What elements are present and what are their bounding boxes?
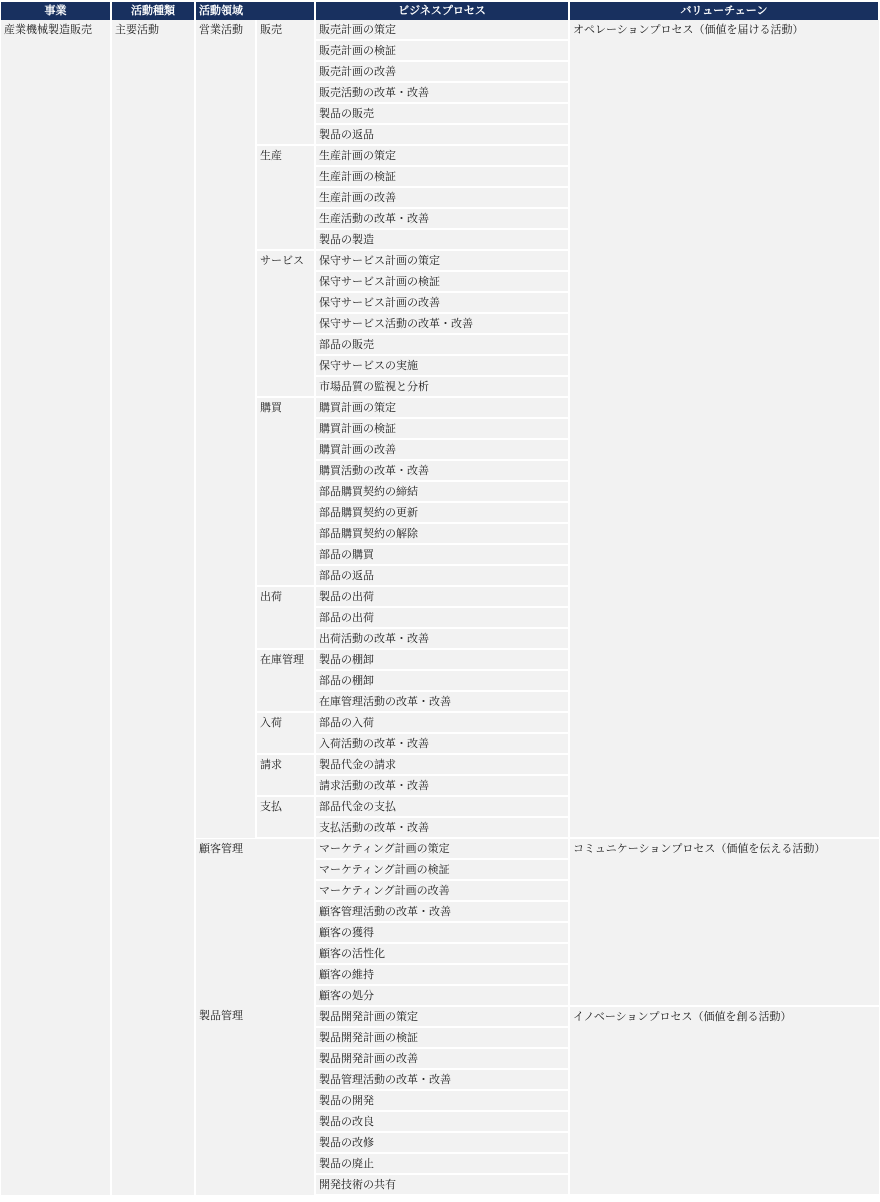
process-cell: 部品の販売: [315, 334, 569, 355]
header-activity-domain: 活動領域: [195, 2, 315, 20]
process-cell: 開発技術の共有: [315, 1174, 569, 1195]
process-cell: 部品代金の支払: [315, 796, 569, 817]
sub-domain-cell: 出荷: [256, 586, 315, 649]
header-activity-type: 活動種類: [111, 2, 195, 20]
process-cell: 購買活動の改革・改善: [315, 460, 569, 481]
value-chain-cell: イノベーションプロセス（価値を創る活動）: [569, 1006, 879, 1195]
process-cell: 保守サービス活動の改革・改善: [315, 313, 569, 334]
process-cell: 支払活動の改革・改善: [315, 817, 569, 838]
process-cell: 製品の改修: [315, 1132, 569, 1153]
process-cell: 部品の入荷: [315, 712, 569, 733]
sub-domain-cell: 販売: [256, 20, 315, 145]
process-cell: 出荷活動の改革・改善: [315, 628, 569, 649]
process-cell: 部品の購買: [315, 544, 569, 565]
sub-domain-cell: 購買: [256, 397, 315, 586]
process-cell: マーケティング計画の検証: [315, 859, 569, 880]
process-cell: 製品の棚卸: [315, 649, 569, 670]
header-business: 事業: [1, 2, 111, 20]
process-cell: 製品の販売: [315, 103, 569, 124]
process-cell: 部品購買契約の更新: [315, 502, 569, 523]
process-cell: 保守サービス計画の検証: [315, 271, 569, 292]
process-cell: 製品開発計画の策定: [315, 1006, 569, 1027]
table-row: [1, 20, 879, 40]
process-cell: 保守サービス計画の策定: [315, 250, 569, 271]
process-cell: 製品開発計画の検証: [315, 1027, 569, 1048]
process-cell: 顧客の活性化: [315, 943, 569, 964]
process-cell: 部品購買契約の締結: [315, 481, 569, 502]
process-cell: 生産計画の検証: [315, 166, 569, 187]
process-cell: 在庫管理活動の改革・改善: [315, 691, 569, 712]
process-cell: 顧客の獲得: [315, 922, 569, 943]
process-cell: 製品の製造: [315, 229, 569, 250]
process-cell: 販売活動の改革・改善: [315, 82, 569, 103]
process-cell: 購買計画の改善: [315, 439, 569, 460]
activity-domain-cell: 製品管理: [195, 1006, 315, 1195]
process-cell: 部品購買契約の解除: [315, 523, 569, 544]
process-cell: 製品の開発: [315, 1090, 569, 1111]
value-chain-cell: オペレーションプロセス（価値を届ける活動）: [569, 20, 879, 838]
process-cell: 市場品質の監視と分析: [315, 376, 569, 397]
process-cell: 製品開発計画の改善: [315, 1048, 569, 1069]
process-table: [1, 2, 880, 1196]
process-cell: 入荷活動の改革・改善: [315, 733, 569, 754]
process-cell: 販売計画の策定: [315, 20, 569, 40]
process-cell: 請求活動の改革・改善: [315, 775, 569, 796]
process-cell: マーケティング計画の改善: [315, 880, 569, 901]
process-cell: 購買計画の検証: [315, 418, 569, 439]
header-value-chain: バリューチェーン: [569, 2, 879, 20]
sub-domain-cell: 生産: [256, 145, 315, 250]
process-cell: 生産計画の改善: [315, 187, 569, 208]
sub-domain-cell: 入荷: [256, 712, 315, 754]
process-cell: 顧客の処分: [315, 985, 569, 1006]
process-cell: 顧客の維持: [315, 964, 569, 985]
process-cell: 販売計画の改善: [315, 61, 569, 82]
process-cell: 部品の棚卸: [315, 670, 569, 691]
process-cell: 製品の出荷: [315, 586, 569, 607]
header-business-process: ビジネスプロセス: [315, 2, 569, 20]
process-cell: マーケティング計画の策定: [315, 838, 569, 859]
process-cell: 製品代金の請求: [315, 754, 569, 775]
sub-domain-cell: 請求: [256, 754, 315, 796]
process-cell: 部品の出荷: [315, 607, 569, 628]
process-cell: 顧客管理活動の改革・改善: [315, 901, 569, 922]
process-cell: 生産計画の策定: [315, 145, 569, 166]
process-cell: 保守サービスの実施: [315, 355, 569, 376]
process-cell: 製品の改良: [315, 1111, 569, 1132]
activity-domain-cell: 顧客管理: [195, 838, 315, 1006]
business-cell: 産業機械製造販売: [1, 20, 111, 1195]
process-cell: 生産活動の改革・改善: [315, 208, 569, 229]
process-cell: 製品の廃止: [315, 1153, 569, 1174]
process-cell: 部品の返品: [315, 565, 569, 586]
process-cell: 保守サービス計画の改善: [315, 292, 569, 313]
sub-domain-cell: サービス: [256, 250, 315, 397]
activity-domain-cell: 営業活動: [195, 20, 256, 838]
sub-domain-cell: 支払: [256, 796, 315, 838]
process-cell: 製品管理活動の改革・改善: [315, 1069, 569, 1090]
value-chain-cell: コミュニケーションプロセス（価値を伝える活動）: [569, 838, 879, 1006]
process-cell: 購買計画の策定: [315, 397, 569, 418]
process-cell: 販売計画の検証: [315, 40, 569, 61]
activity-type-cell: 主要活動: [111, 20, 195, 1195]
header-row: [1, 2, 879, 20]
sub-domain-cell: 在庫管理: [256, 649, 315, 712]
process-cell: 製品の返品: [315, 124, 569, 145]
